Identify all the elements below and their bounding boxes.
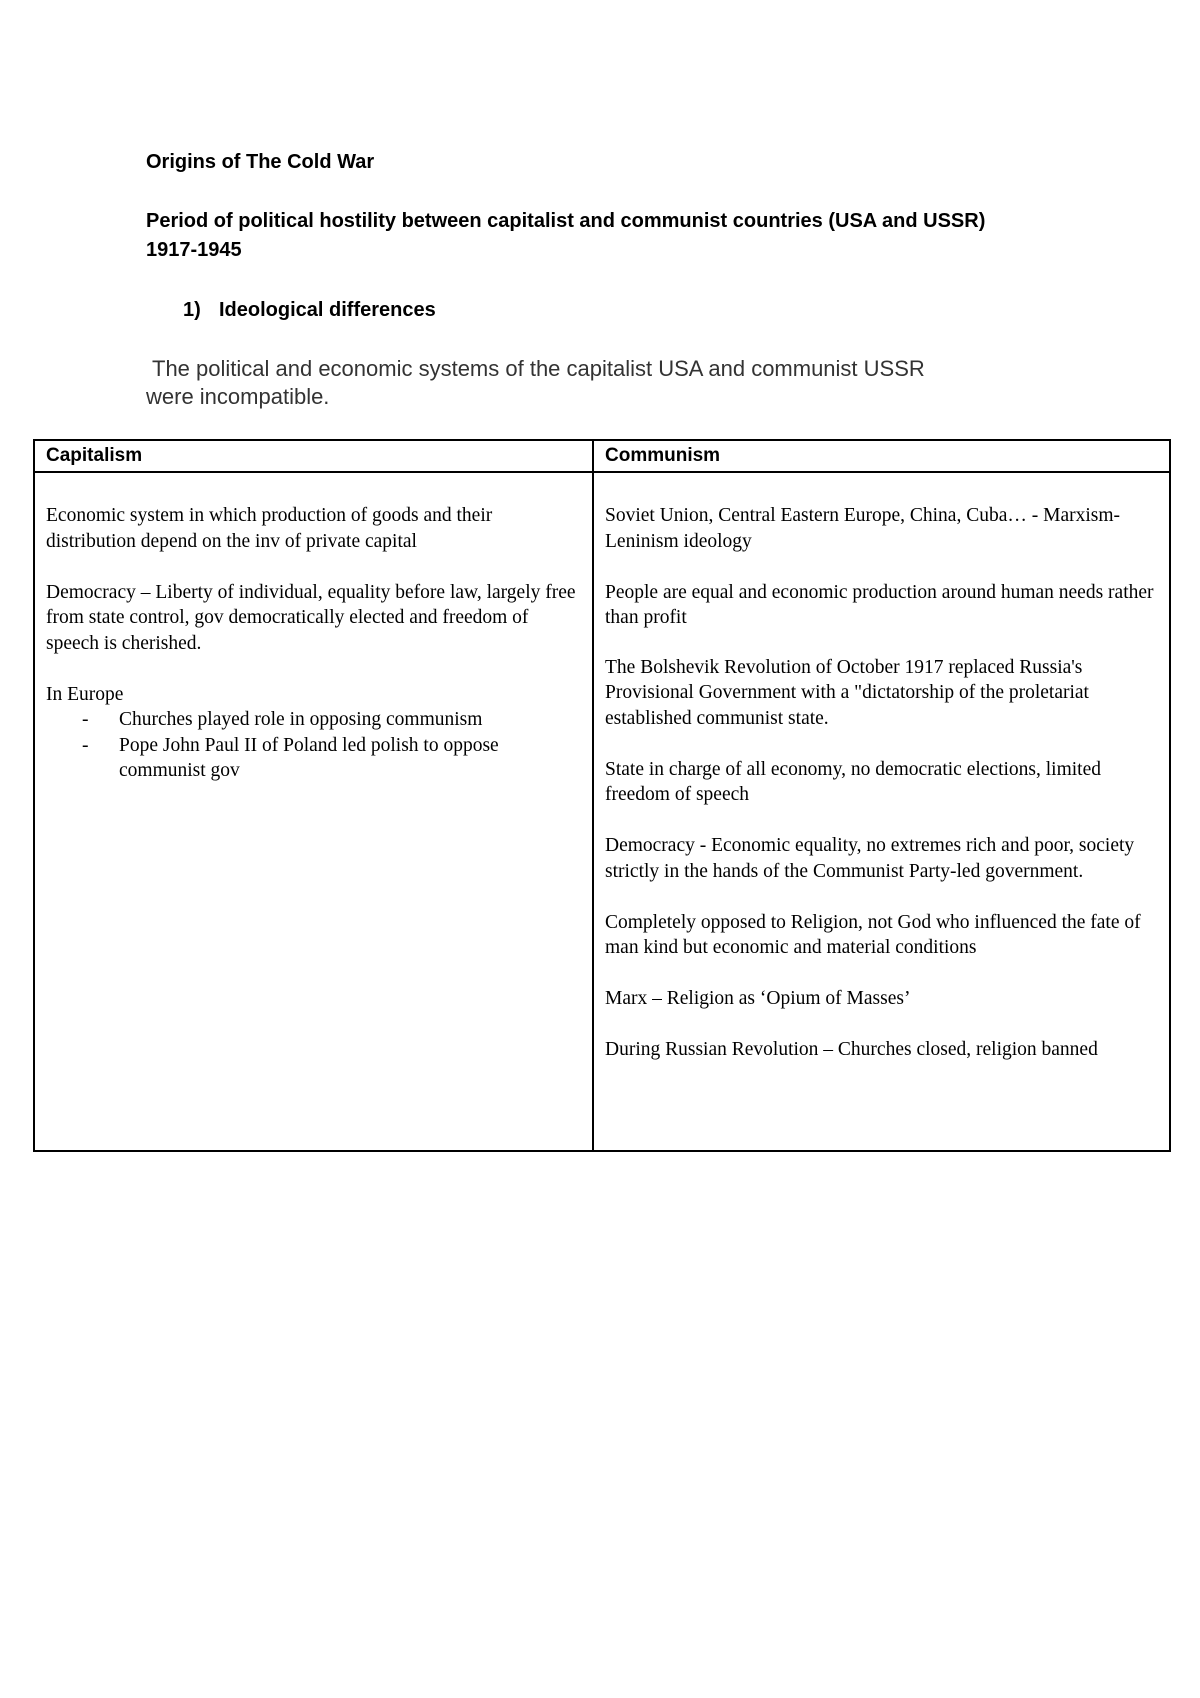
- period-description: [146, 207, 1086, 265]
- capitalism-paragraph: Democracy – Liberty of individual, equality before law, largely free from state control, gov democratically elected and freedom of speech is cherished.: [46, 581, 576, 654]
- communism-paragraph: People are equal and economic production around human needs rather than profit: [605, 581, 1154, 628]
- list-item-text: Churches played role in opposing communism: [119, 709, 483, 730]
- header-communism: Communism: [605, 445, 721, 466]
- section-heading: [183, 296, 436, 325]
- communism-paragraph: Soviet Union, Central Eastern Europe, China, Cuba… - Marxism-Leninism ideology: [605, 505, 1121, 552]
- communism-paragraph: State in charge of all economy, no democratic elections, limited freedom of speech: [605, 758, 1102, 805]
- comparison-table: [33, 439, 1171, 1152]
- intro-line: were incompatible.: [146, 384, 330, 409]
- section-number: 1): [183, 299, 201, 321]
- column-divider: [592, 441, 594, 1150]
- capitalism-paragraph: In Europe: [46, 683, 124, 705]
- capitalism-cell: [46, 503, 586, 784]
- list-item: [46, 707, 586, 733]
- intro-paragraph: [146, 355, 1046, 411]
- header-capitalism: Capitalism: [46, 445, 143, 466]
- communism-paragraph: Democracy - Economic equality, no extremes rich and poor, society strictly in the hands of the Communist Party-led government.: [605, 835, 1135, 882]
- capitalism-bullet-list: [46, 707, 586, 784]
- bullet-dash: -: [82, 709, 89, 730]
- bullet-dash: -: [82, 734, 89, 756]
- section-heading-text: Ideological differences: [219, 299, 436, 321]
- document-title: Origins of The Cold War: [146, 151, 375, 173]
- period-years: 1917-1945: [146, 239, 242, 261]
- communism-paragraph: The Bolshevik Revolution of October 1917 replaced Russia's Provisional Government with a "dictatorship of the proletariat established communist state.: [605, 656, 1089, 729]
- communism-paragraph: Marx – Religion as ‘Opium of Masses’: [605, 988, 911, 1009]
- intro-line: The political and economic systems of the capitalist USA and communist USSR: [152, 356, 925, 381]
- communism-paragraph: During Russian Revolution – Churches closed, religion banned: [605, 1039, 1098, 1060]
- communism-cell: [605, 503, 1165, 1088]
- header-divider: [35, 471, 1169, 473]
- period-line: Period of political hostility between capitalist and communist countries (USA and USSR): [146, 210, 986, 232]
- list-item-text: Pope John Paul II of Poland led polish to oppose communist gov: [119, 734, 499, 781]
- list-item: [46, 733, 586, 784]
- communism-paragraph: Completely opposed to Religion, not God who influenced the fate of man kind but economic and material conditions: [605, 911, 1141, 958]
- capitalism-paragraph: Economic system in which production of goods and their distribution depend on the inv of private capital: [46, 505, 493, 552]
